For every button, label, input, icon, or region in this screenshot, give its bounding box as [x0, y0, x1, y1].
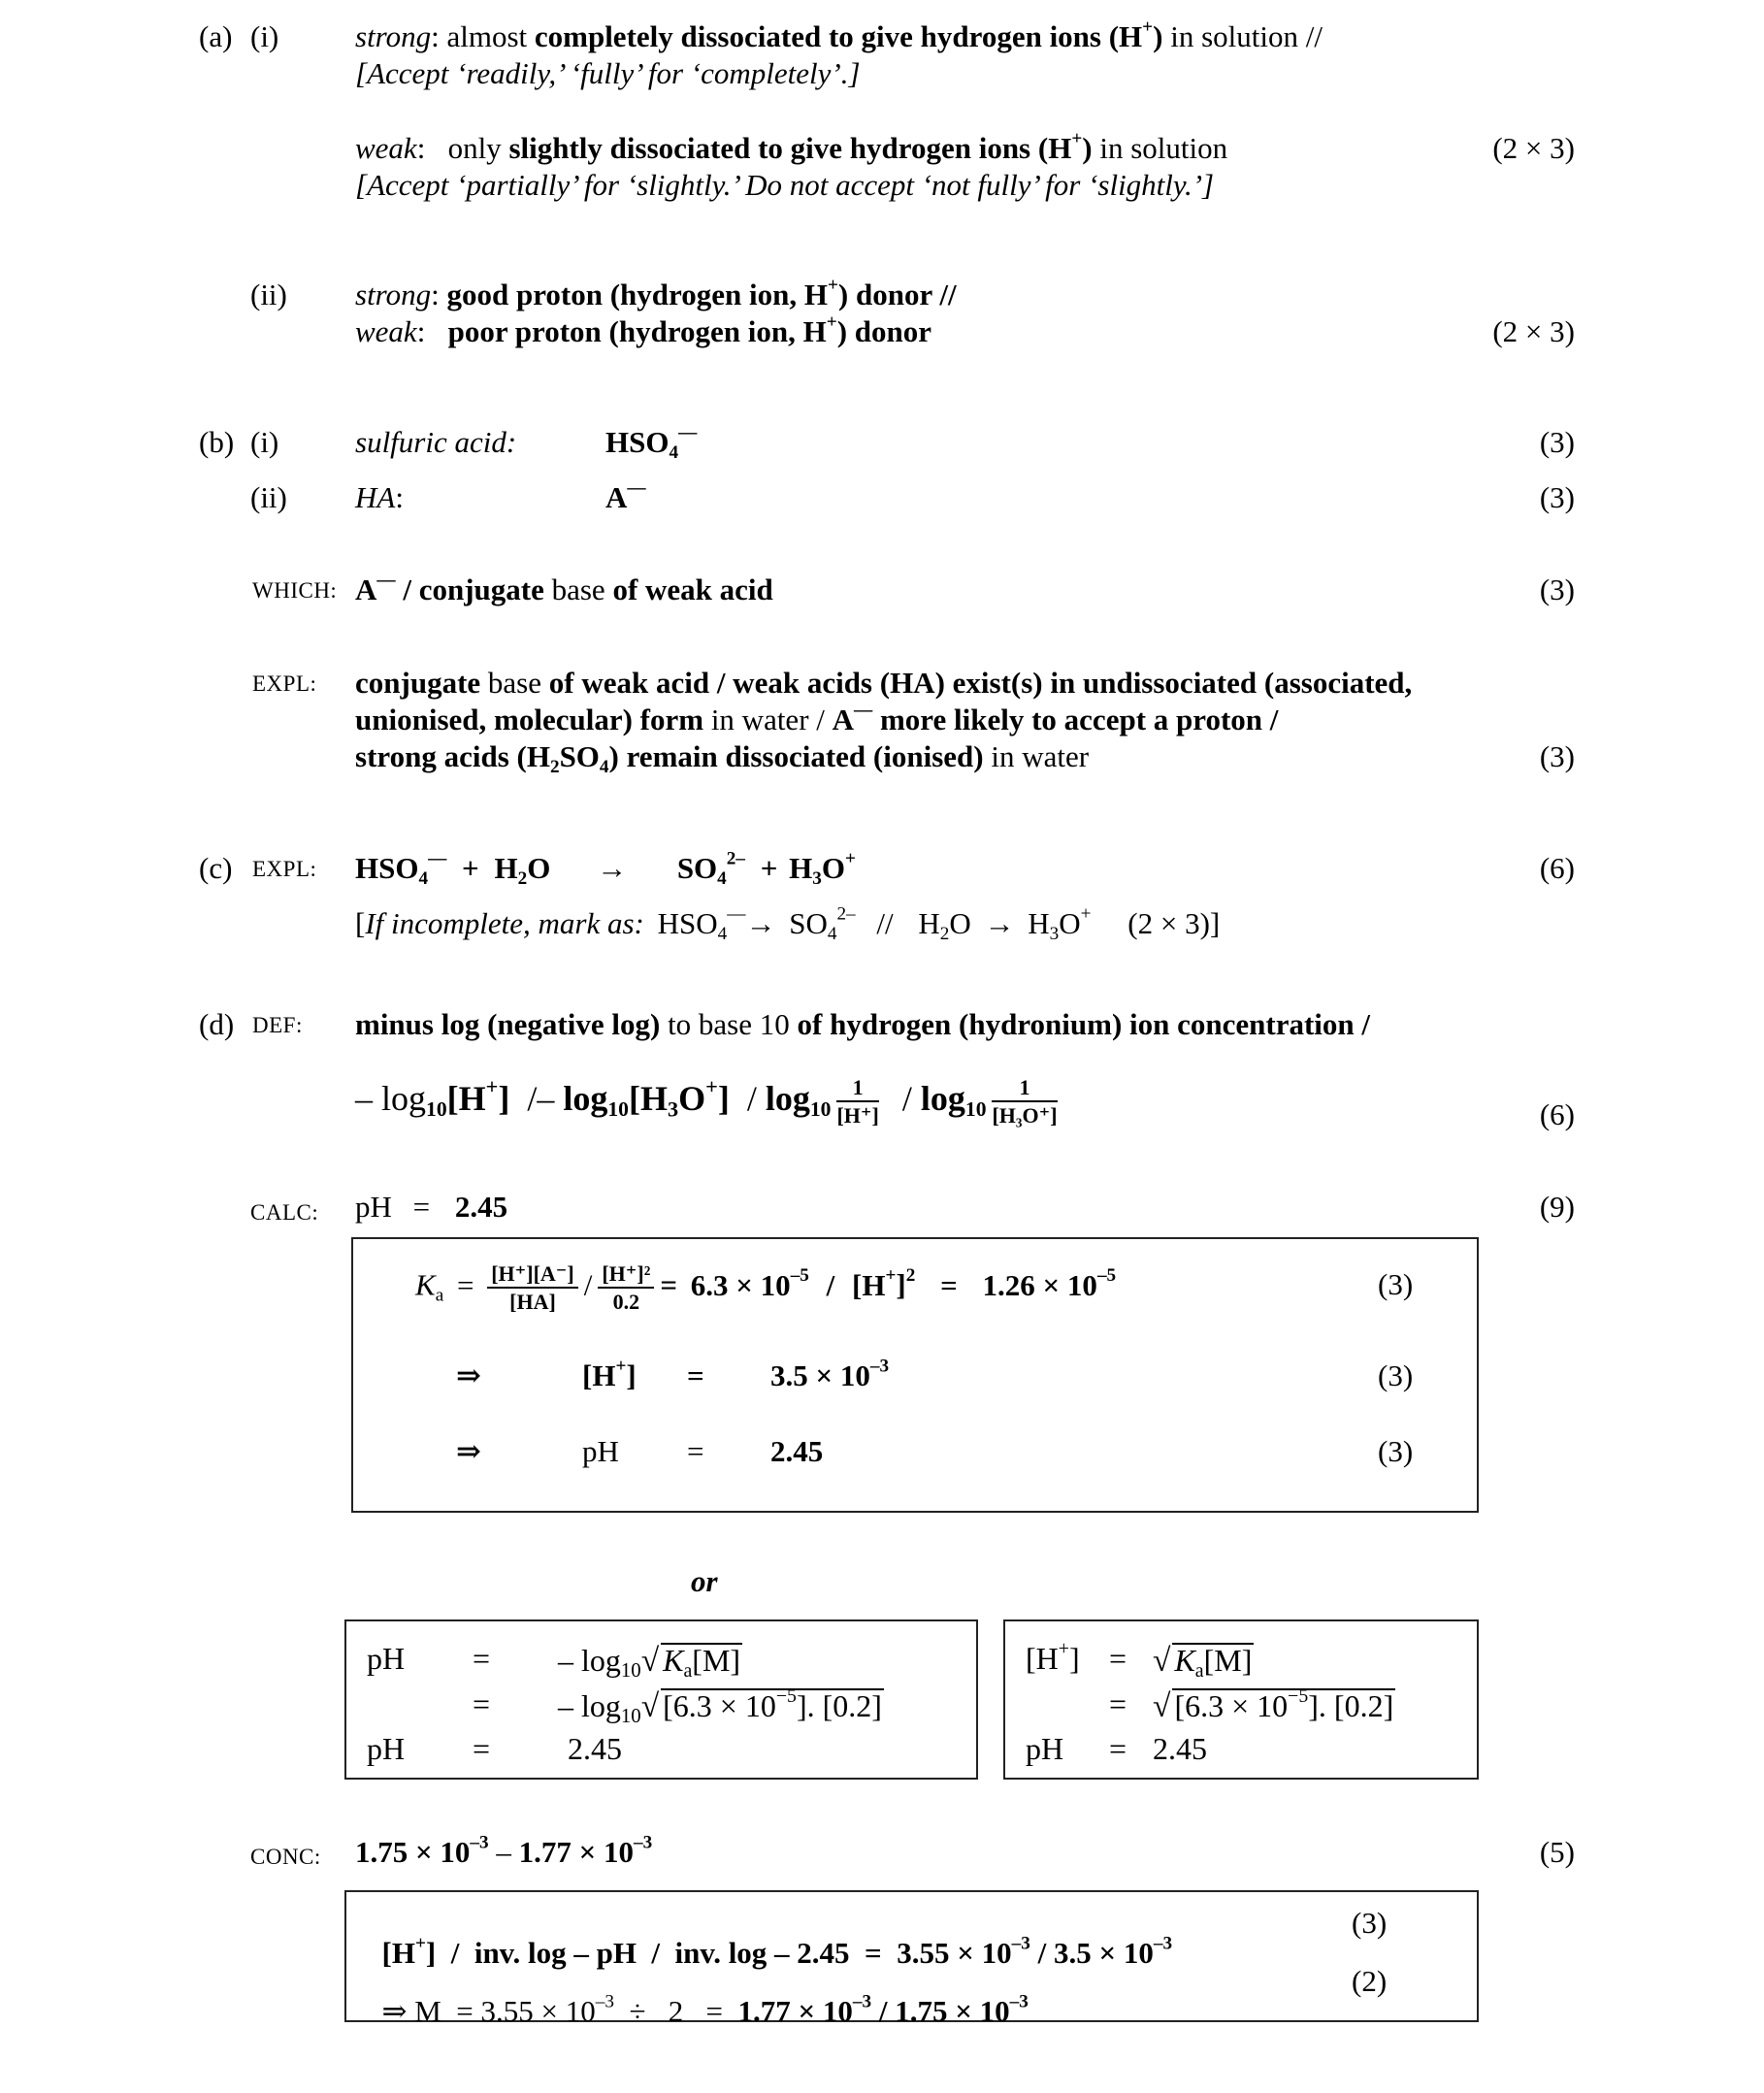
alt-left-eq2: = — [473, 1686, 491, 1721]
alt-left-row3-label: pH — [367, 1731, 406, 1766]
h-conc-value: $3.5 \times 10^{-3}$ — [770, 1356, 890, 1392]
part-c-expl-label: EXPL: — [252, 857, 317, 881]
part-a-i-label: (i) — [250, 19, 279, 53]
implies-icon: ⇒ — [456, 1358, 481, 1392]
ka-row-marks: (3) — [1378, 1267, 1414, 1301]
c-marks: (6) — [1539, 851, 1575, 885]
alt-left-eq3: = — [473, 1731, 491, 1766]
expl-b-marks: (3) — [1539, 739, 1575, 773]
c-incomplete-note: [If incomplete, mark as: $HSO_4^—\to SO_4^{2-} // H_2O \to H_3O^+$ (2 × 3)] — [355, 903, 1221, 944]
c-equation: $HSO_4^— + H_2O \to SO_4^{2-} + H_3O^+$ — [355, 848, 856, 889]
def-text: minus log (negative log) to base 10 of hydrogen (hydronium) ion concentration / — [355, 1007, 1370, 1041]
conc-box-row1-marks: (3) — [1352, 1906, 1388, 1940]
which-marks: (3) — [1539, 572, 1575, 606]
part-d-label: (d) — [199, 1007, 235, 1041]
alt-right-expr2: √ $[6.3 \times 10^{-5}]$. [0.2] — [1153, 1685, 1394, 1724]
alt-right-row3-label: pH — [1026, 1731, 1064, 1766]
a-ii-strong-line: strong: good proton (hydrogen ion, H+) donor // — [355, 275, 957, 311]
alt-right-eq3: = — [1109, 1731, 1127, 1766]
h-conc-label: [H+] — [582, 1356, 637, 1392]
fraction-1-over-h: $\frac{1}{[H^+]}$ — [836, 1075, 879, 1128]
a-i-marks: (2 × 3) — [1492, 131, 1575, 165]
conc-label: CONC: — [250, 1845, 321, 1869]
a-i-strong-line: strong: almost completely dissociated to give hydrogen ions (H+) in solution // — [355, 16, 1323, 53]
part-a-label: (a) — [199, 19, 233, 53]
alt-left-value: 2.45 — [568, 1731, 622, 1766]
ph-row-label: pH — [582, 1434, 619, 1468]
alt-left-expr1: – $\log_{10}√$ $K_a[M]$ — [558, 1643, 741, 1683]
ph-definition-formula: – $\log_{10}[H^+] /- \log_{10}[H_3O^+] / \log_{10}$ $\frac{1}{[H^+]}$ / $\log_{10}$ $\frac{1}{\text{[H₃O⁺]}}$ — [355, 1074, 1058, 1128]
b-ii-tag: HA: — [355, 480, 404, 514]
b-ii-answer: A— — [605, 477, 646, 514]
alt-right-eq2: = — [1109, 1686, 1127, 1721]
ka-fraction: $\frac{[H^+][A^-]}{[HA]}$ — [487, 1263, 578, 1313]
implies-icon-2: ⇒ — [456, 1434, 481, 1468]
conc-box-row2-marks: (2) — [1352, 1964, 1388, 1998]
alt-left-eq1: = — [473, 1641, 491, 1676]
a-ii-marks: (2 × 3) — [1492, 314, 1575, 348]
which-label: WHICH: — [252, 578, 338, 603]
conc-box-row1: [H+] / inv. log – pH / inv. $\log - 2.45 = 3.55 \times 10^{-3} / 3.5 \times 10^{-3}$ — [381, 1933, 1173, 1970]
expl-b-label: EXPL: — [252, 671, 317, 696]
def-label: DEF: — [252, 1013, 303, 1037]
h-conc-marks: (3) — [1378, 1358, 1414, 1392]
a-ii-weak-line: weak: poor proton (hydrogen ion, H+) donor — [355, 311, 932, 348]
alt-right-value: 2.45 — [1153, 1731, 1207, 1766]
calc-label: CALC: — [250, 1200, 319, 1225]
conc-marks: (5) — [1539, 1835, 1575, 1869]
alt-right-eq1: = — [1109, 1641, 1127, 1676]
fraction-1-over-h3o: $\frac{1}{\text{[H₃O⁺]}}$ — [992, 1075, 1058, 1128]
part-b-ii-label: (ii) — [250, 480, 287, 514]
alt-right-row1-label: [H+] — [1026, 1638, 1080, 1676]
formula-marks: (6) — [1539, 1097, 1575, 1131]
h-conc-eq: = — [687, 1358, 704, 1392]
a-i-strong-note: [Accept ‘readily,’ ‘fully’ for ‘completely’.] — [355, 56, 861, 90]
calc-marks: (9) — [1539, 1190, 1575, 1224]
part-b-label: (b) — [199, 425, 235, 459]
conc-box-row2: ⇒ $M = 3.55 \times 10^{-3} \div 2 = 1.77 \times 10^{-3} / 1.75 \times 10^{-3}$ — [381, 1991, 1029, 2028]
a-i-weak-note: [Accept ‘partially’ for ‘slightly.’ Do not accept ‘not fully’ for ‘slightly.’] — [355, 168, 1215, 202]
expl-b-line1: conjugate base of weak acid / weak acids (HA) exist(s) in undissociated (associated, — [355, 666, 1413, 700]
alt-left-row1: pH — [367, 1641, 406, 1676]
b-ii-marks: (3) — [1539, 480, 1575, 514]
which-answer: A— / conjugate base of weak acid — [355, 570, 773, 606]
calc-result: pH = 2.45 — [355, 1190, 508, 1224]
part-c-label: (c) — [199, 851, 233, 885]
part-b-i-label: (i) — [250, 425, 279, 459]
alt-right-expr1: √ $K_a[M]$ — [1153, 1643, 1253, 1682]
b-i-answer: $HSO_4^—$ — [605, 422, 698, 463]
ph-row-marks: (3) — [1378, 1434, 1414, 1468]
expl-b-line3: strong acids $(H_2SO_4)$ remain dissociated (ionised) in water — [355, 739, 1090, 777]
conc-range: $1.75 \times 10^{-3} - 1.77 \times 10^{-3}$ — [355, 1832, 653, 1869]
ph-row-eq: = — [687, 1434, 704, 1468]
b-i-tag: sulfuric acid: — [355, 425, 517, 459]
h2-over-conc-fraction: $\frac{\text{[H⁺]²}}{0.2}$ — [598, 1263, 654, 1313]
b-i-marks: (3) — [1539, 425, 1575, 459]
part-a-ii-label: (ii) — [250, 278, 287, 311]
ph-row-value: 2.45 — [770, 1434, 824, 1468]
ka-row: $K_a$ = $\frac{[H^+][A^-]}{[HA]}$ / $\frac{\text{[H⁺]²}}{0.2}$ = $6.3 \times 10^{-5} / [H^+]^2 = 1.26 \times 10^{-5}$ — [415, 1261, 1117, 1314]
expl-b-line2: unionised, molecular) form in water / A— more likely to accept a proton / — [355, 700, 1279, 736]
a-i-weak-line: weak: only slightly dissociated to give hydrogen ions (H+) in solution — [355, 128, 1228, 165]
or-label: or — [691, 1564, 718, 1598]
alt-left-expr2: – $\log_{10}√$ $[6.3 \times 10^{-5}]$. [0.2] — [558, 1685, 882, 1728]
